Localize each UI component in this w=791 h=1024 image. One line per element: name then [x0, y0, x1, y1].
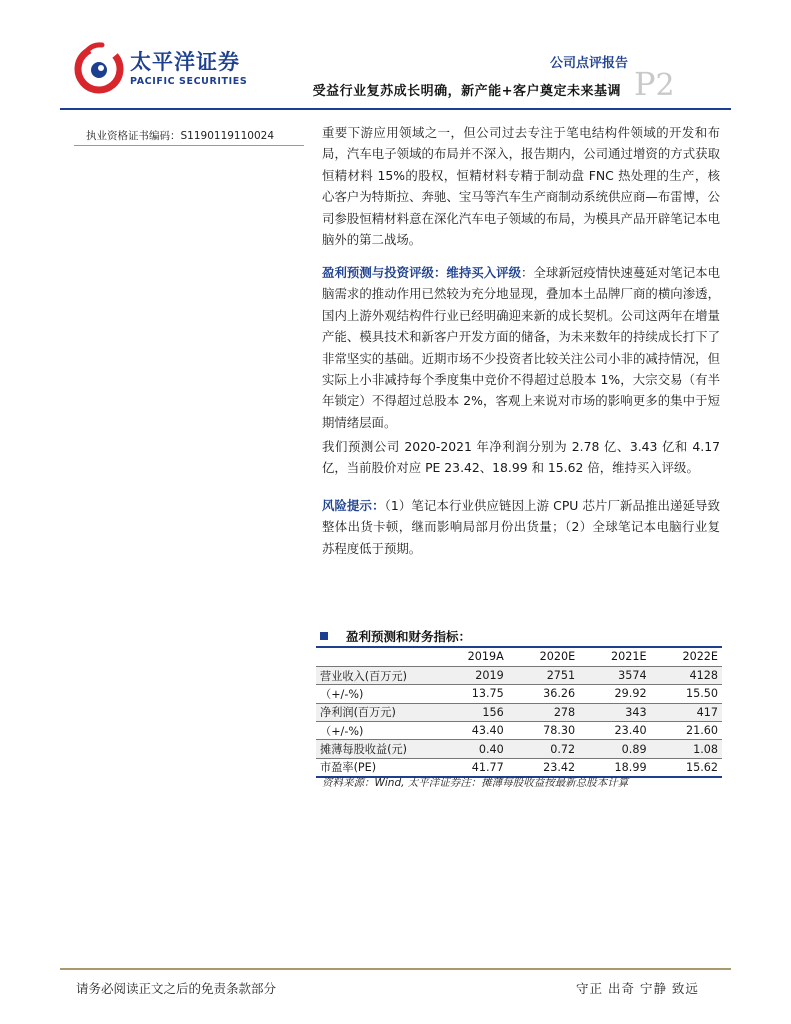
table-row: [316, 685, 722, 703]
table-header-row: [316, 648, 722, 666]
table-cell: 43.40: [436, 722, 507, 740]
footer-divider: [60, 968, 731, 970]
page-prefix: P: [634, 65, 656, 103]
table-cell: 0.72: [508, 740, 579, 758]
table-row: [316, 666, 722, 684]
table-cell: 21.60: [651, 722, 722, 740]
table-title: 盈利预测和财务指标：: [346, 629, 472, 644]
paragraph-risk: [322, 495, 720, 559]
table-cell: 2751: [508, 666, 579, 684]
table-cell: 1.08: [651, 740, 722, 758]
financial-table: [316, 648, 722, 778]
table-cell: 3574: [579, 666, 650, 684]
table-row: [316, 758, 722, 776]
table-cell: 23.40: [579, 722, 650, 740]
page-number: [634, 65, 675, 103]
analyst-certificate: 执业资格证书编码：S1190119110024: [86, 130, 275, 142]
table-cell: 23.42: [508, 758, 579, 776]
table-cell: 343: [579, 703, 650, 721]
table-row: [316, 740, 722, 758]
logo-chinese-name: 太平洋证券: [130, 50, 240, 74]
table-cell: 2019: [436, 666, 507, 684]
header-divider: [60, 108, 731, 110]
paragraph-business: 重要下游应用领域之一，但公司过去专注于笔电结构件领域的开发和布局，汽车电子领域的布局并不深入，报告期内，公司通过增资的方式获取恒精材料 15%的股权，恒精材料专精于制动盘 FNC 热处理的生产，核心客户为特斯拉、奔驰、宝马等汽车生产商制动系统供应商—布雷博，公司参股恒精材料意在深化汽车电子领域的布局，为模具产品开辟笔记本电脑外的第二战场。: [322, 125, 720, 248]
logo-english-name: PACIFIC SECURITIES: [130, 76, 248, 87]
paragraph-forecast: 我们预测公司 2020-2021 年净利润分别为 2.78 亿、3.43 亿和 4.17 亿，当前股价对应 PE 23.42、18.99 和 15.62 倍，维持买入评级。: [322, 439, 720, 476]
table-cell: 41.77: [436, 758, 507, 776]
table-cell: 18.99: [579, 758, 650, 776]
row-label: 摊薄每股收益(元): [316, 740, 436, 758]
header-cell: 2021E: [579, 648, 650, 666]
table-row: [316, 703, 722, 721]
table-cell: 417: [651, 703, 722, 721]
table-cell: 78.30: [508, 722, 579, 740]
square-bullet-icon: [320, 632, 328, 640]
paragraph-rating: [322, 262, 720, 433]
risk-label: 风险提示：: [322, 498, 385, 513]
header-cell: 2022E: [651, 648, 722, 666]
row-label: 净利润(百万元): [316, 703, 436, 721]
table-cell: 36.26: [508, 685, 579, 703]
row-label: 营业收入(百万元): [316, 666, 436, 684]
rating-label: 盈利预测与投资评级：维持买入评级: [322, 265, 522, 280]
table-cell: 13.75: [436, 685, 507, 703]
footer-disclaimer: 请务必阅读正文之后的免责条款部分: [76, 981, 277, 996]
table-cell: 0.89: [579, 740, 650, 758]
report-title: 受益行业复苏成长明确，新产能+客户奠定未来基调: [312, 84, 621, 99]
table-cell: 15.62: [651, 758, 722, 776]
header-cell: [316, 648, 436, 666]
pacific-logo-icon: [72, 40, 126, 94]
table-cell: 29.92: [579, 685, 650, 703]
table-cell: 156: [436, 703, 507, 721]
table-cell: 15.50: [651, 685, 722, 703]
row-label: （+/-%): [316, 722, 436, 740]
table-cell: 0.40: [436, 740, 507, 758]
row-label: （+/-%): [316, 685, 436, 703]
risk-text: （1）笔记本行业供应链因上游 CPU 芯片厂新品推出递延导致整体出货卡顿，继而影响局部月份出货量；（2）全球笔记本电脑行业复苏程度低于预期。: [322, 498, 720, 556]
row-label: 市盈率(PE): [316, 758, 436, 776]
company-logo: [72, 40, 262, 100]
table-cell: 4128: [651, 666, 722, 684]
table-caption: [320, 626, 720, 646]
footer-motto: 守正 出奇 宁静 致远: [576, 981, 699, 996]
report-type: 公司点评报告: [549, 56, 628, 71]
table-cell: 278: [508, 703, 579, 721]
rating-text: ：全球新冠疫情快速蔓延对笔记本电脑需求的推动作用已然较为充分地显现，叠加本土品牌厂商的横向渗透，国内上游外观结构件行业已经明确迎来新的成长契机。公司这两年在增量产能、模具技术和新客户开发方面的储备，为未来数年的持续成长打下了非常坚实的基础。近期市场不少投资者比较关注公司小非的减持情况，但实际上小非减持每个季度集中竞价不得超过总股本 1%，大宗交易（有半年锁定）不得超过总股本 2%，客观上来说对市场的影响更多的集中于短期情绪层面。: [322, 265, 721, 430]
header-cell: 2020E: [508, 648, 579, 666]
table-source-note: 资料来源：Wind, 太平洋证券注：摊薄每股收益按最新总股本计算: [322, 777, 629, 789]
table-row: [316, 722, 722, 740]
header-cell: 2019A: [436, 648, 507, 666]
certificate-divider: [74, 145, 304, 146]
page-digit: 2: [655, 68, 675, 103]
